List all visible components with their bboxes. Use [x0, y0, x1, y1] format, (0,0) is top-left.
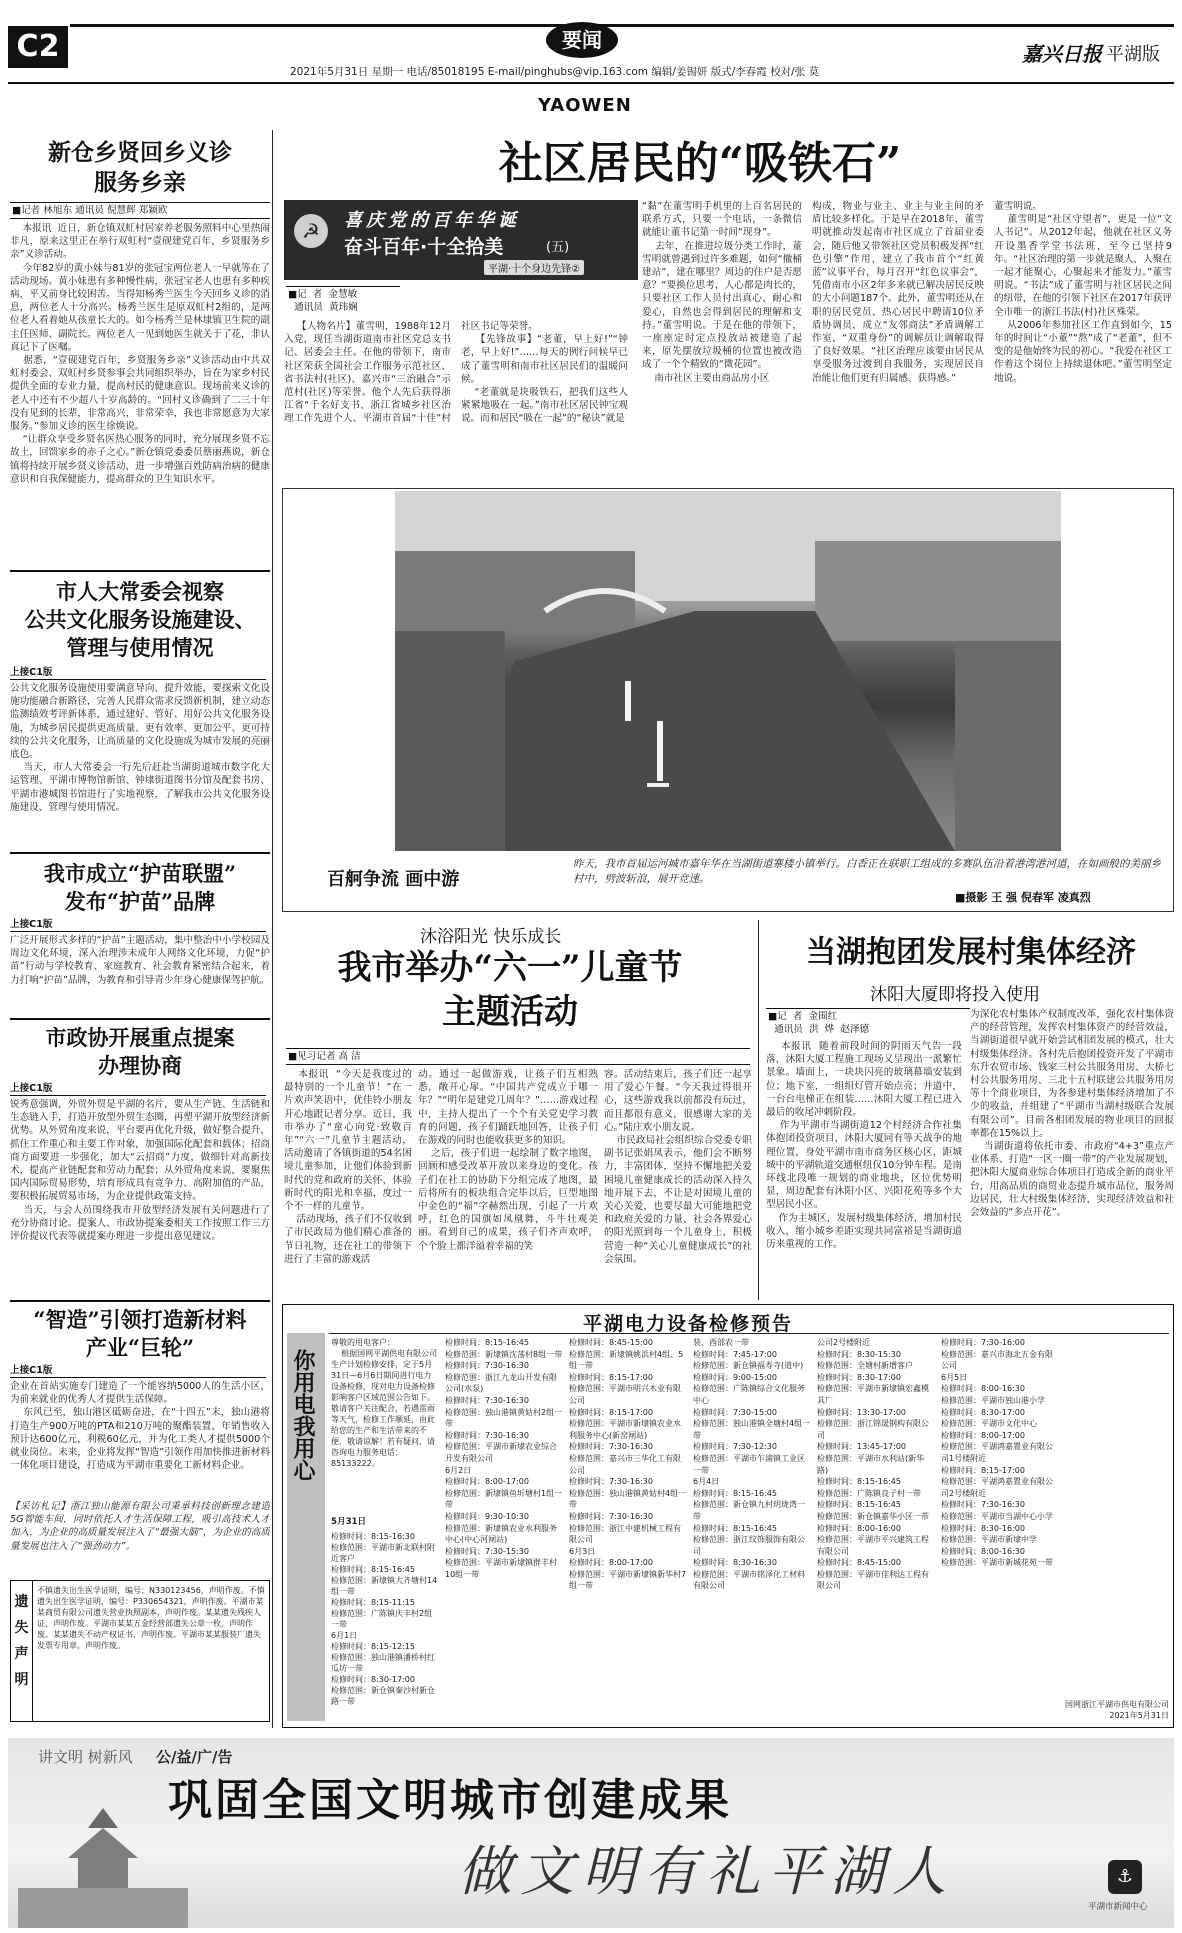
article-body: 【人物名片】董雪明，1988年12月入党，现任当湖街道南市社区党总支书记、居委会主任。在他的带领下，南市社区荣获全国社会工作服务示范社区、省书法村(社区)、嘉兴市“三治融合”示范村(社区)等荣誉。他个人先后获得浙江省“千名好支书、浙江省城乡社区治理工作先进个人、平湖市首届“十佳”村社区书记等荣誉。 【先锋故事】“老董，早上好!”“钟老，早上好!”……每天的例行问候早已成了董雪明和南市社区居民们的温暖问候。 “老董就是块吸铁石，把我们这些人紧紧地吸在一起。”南市社区居民钟宝观说。而和居民“吸在一起”的“秘诀”就是: [284, 321, 628, 425]
photo-frame: [282, 488, 1174, 912]
article-body: 广泛开展形式多样的“护苗”主题活动，集中整治中小学校园及周边文化环境，深入治理涉未成年人网络文化环境，力促“护苗”行动与学校教育、家庭教育、社会教育紧密结合起来，着力打响“护苗”品牌，为教育和引导青少年身心健康保驾护航。: [10, 935, 270, 986]
article-divider: [10, 570, 270, 572]
article-byline: ■见习记者 高 洁: [286, 1048, 750, 1065]
column-divider: [758, 920, 759, 1300]
collective-title: 当湖抱团发展村集体经济: [806, 935, 1136, 970]
lost-notice-body: 不慎遗失出生医学证明，编号：N330123456，声明作废。不慎遗失出生医学证明，编号：P330654321，声明作废。平湖市某某商贸有限公司遗失营业执照副本，声明作废。某某遗失残疾人证，声明作废。平湖市某某五金经营部遗失公章一枚，声明作废。某某遗失不动产权证书，声明作废。平湖市某某服装厂遗失发票专用章，声明作废。: [37, 1586, 265, 1650]
continued-tag: 上接C1版: [10, 1364, 266, 1378]
photo-title: 百舸争流 画中游: [327, 869, 460, 890]
banner-label: 讲文明 树新风: [38, 1748, 133, 1766]
article-body: 构成，物业与业主、业主与业主间的矛盾比较多样化。于是早在2018年，董雪明就推动发起南市社区成立了首届业委会，随后他又带领社区党员积极发挥“红色引擎”作用，建立了我市首个“红黄蓝”议事平台，每月召开“红色议事会”，凭借南市小区2年多来就已解决居民反映的大小问题187个。此外，董雪明还从在职的居民党员、热心居民中聘请10位矛盾协调员，成立“友邻商法”矛盾调解工作室，“双重身份”的调解员让调解取得了良好效果。“社区治理应该要由居民从享受服务过渡到自我服务，实现居民自治能让他们更有归属感、获得感。”: [812, 201, 984, 384]
article-divider: [10, 1300, 270, 1302]
title-line: 市政协开展重点提案: [45, 1025, 235, 1050]
title-line: 服务乡亲: [94, 169, 186, 196]
article-byline: ■记者 林旭东 通讯员 倪慧辉 郑颖欧: [10, 202, 270, 219]
article-title: [10, 860, 270, 916]
power-intro: 尊敬的用电客户： 根据国网平湖供电有限公司生产计划检修安排，定于5月31日—6月6日期间进行电力设备检修，现对电力设备检修影响客户区域范围公告如下。敬请客户关注配合，若遇雷雨等天气，检修工作顺延，由此给您的生产和生活带来的不便，敬请谅解！若有疑问，请咨询电力服务电话：85133222。: [331, 1338, 438, 1468]
power-signoff: 国网浙江平湖市供电有限公司 2021年5月31日: [1065, 1700, 1169, 1720]
power-notice-box: [282, 1304, 1174, 1728]
title-line: 公共文化服务设施建设、: [24, 607, 256, 632]
article-title: [10, 138, 270, 198]
title-line: 产业“巨轮”: [85, 1335, 195, 1360]
canal-rowing-photo: [395, 491, 1061, 851]
article-body: 董雪明说。 董雪明是“社区守望者”，更是一位“文人书记”。从2012年起，他就在社区义务开设墨香学堂书法班，至今已坚持9年。“社区治理的第一步就是聚人，人聚在一起才能聚心，心聚起来才能发力。”董雪明说。“书法”成了董雪明与社区居民之间的纽带，在他的引领下社区在2017年获评全市唯一的浙江书法(村)社区殊荣。 从2006年参加社区工作直到如今，15年的时间让“小董”“熬”成了“老董”，但不变的是他始终为民的初心。“我爱在社区工作着这个岗位上持续退休吧。”董雪明坚定地说。: [994, 201, 1172, 384]
header-rule: [8, 82, 1174, 84]
banner-label-bold: 公/益/广/告: [156, 1748, 233, 1766]
header-info-line: 2021年5月31日 星期一 电话/85018195 E-mail/pinghubs@vip.163.com 编辑/姜锡妍 版式/李春霞 校对/张 莫: [290, 66, 819, 78]
photo-caption: 昨天，我市首届运河城市嘉年华在当湖街道寨楼小镇举行。白香正在联职工组成的多赛队伍沿着港湾港河道，在如画般的美丽乡村中，劈波斩浪，展开竞速。: [573, 858, 1161, 885]
kids-title: [290, 946, 730, 1034]
title-line: 主题活动: [442, 992, 578, 1032]
public-service-banner: [8, 1738, 1174, 1928]
canal-scene-illustration: [395, 491, 1061, 851]
power-column: 检修时间：8:15-16:45 检修范围：新埭镇沈荡村8组一带 检修时间：7:30-16:30 检修范围：浙江九龙山开发有限公司(水泵) 检修时间：7:30-16:30 检修范围：独山港镇黄姑村2组一带 检修时间：7:30-16:30 检修范围：平湖市新埭农业综合开发有限公司 6月2日 检修时间：8:00-17:00 检修范围：新埭镇鱼圻塘村1组一带 检修时间：9:30-10:30 检修范围：新埭镇农业水利服务中心(中心河闸站) 检修时间：7:30-15:30 检修范围：平湖市新埭镇群丰村10组一带: [445, 1338, 563, 1579]
lost-notice-box: [10, 1580, 270, 1722]
party-emblem-icon: ☭: [294, 214, 328, 248]
article-body: 公共文化服务设施使用要满意导向、提升效能，要探索文化设施功能融合新路径，完善人民群众需求反馈新机制，建立动态监测绩效考评新体系，通过建好、管好、用好公共文化服务设施，为城乡居民提供更高质量、更有效率、更加公平、更可持续的公共文化服务，让高质量的文化设施成为城市发展的亮丽底色。 当天，市人大常委会一行先后赶赴当湖街道城市数字化大运管理、平湖市博物馆新馆、钟埭街道图书分馆及配套书房、平湖市港城图书馆进行了实地视察，了解我市公共文化服务设施建设、管理与使用情况。: [10, 683, 270, 813]
title-line: 发布“护苗”品牌: [64, 889, 216, 914]
article-body: 为深化农村集体产权制度改革，强化农村集体资产的经营管理，发挥农村集体资产的经营效益，当湖街道很早就开始尝试相团发展的模式，壮大村级集体经济。各村先后抱团投资开发了平湖市东升农贸市场、钱家三村公共服务用房、大桥七村公共服务用房、三北十五村联建公共服务用房等十个商业项目，为各参建村集体经济增加了不少的收益，并组建了“平湖市当湖村级联合发展有限公司”。目前各相团发展的物业项目的回报率都在15%以上。 当湖街道将依托市委、市政府“4+3”重点产业体系、打造“一区一圈一带”的产业发展规划，把沐阳大厦商业综合体项目打造成全新的商业平台，用高品质的商贸业态提升城市品位，服务周边居民，壮大村级集体经济，实现经济效益和社会效益的“多点开花”。: [970, 1009, 1174, 1219]
series-top: 喜庆党的百年华诞: [344, 210, 520, 231]
banner-footer: 平湖市新闻中心: [1088, 1902, 1148, 1912]
photo-credit: ■摄影 王 强 倪春军 凌真烈: [955, 891, 1091, 904]
collective-subtitle: 沐阳大厦即将投入使用: [870, 985, 1040, 1005]
left-column-divider: [272, 130, 273, 1728]
article-body: 本报讯 近日，新仓镇双虹村居家养老服务照料中心里热闹非凡，原来这里正在举行双虹村“壹砚建党百年，乡贤服务乡亲”义诊活动。 今年82岁的黄小妹与81岁的张冠宝两位老人一早就等在了活动现场。黄小妹患有多种慢性病，张冠宝老人也患有多种疾病，平又前身比较困苦。当得知杨秀兰医生今天回乡义诊的消息，两位老人十分高兴。杨秀兰医生是原双虹村2组的，是两位老人看着她从孩童长大的。如今杨秀兰是林埭镇卫生院的副主任医师、副院长。两位老人一见到她医生就关于了花，非认真记下了医嘱。 据悉，“壹砚建党百年，乡贤服务乡亲”义诊活动由中共双虹村委会、双虹村乡贤参事会共同组织举办，旨在为家乡村民提供全面的专业力量，提高村民的健康意识。现场前来义诊的老人中还有不少超八十岁高龄的。“回村义诊确到了二三十年没有见到的长辈，非常高兴，非常荣幸，我也非常愿意为大家服务。”参加义诊的医生徐焕说。 “让群众享受乡贤名医热心服务的同时，充分展现乡贤不忘故土，回馈家乡的赤子之心。”新仓镇党委委员蔡丽燕说，新仓镇将持续开展乡贤义诊活动，进一步增强百姓防病治病的健康意识和自我保健能力，提高群众的卫生知识水平。: [10, 223, 270, 485]
title-line: 我市举办“六一”儿童节: [337, 948, 683, 988]
header-top-rule: [70, 24, 1174, 27]
series-sub: 平湖·十个身边先锋②: [484, 260, 584, 275]
power-column: 检修时间：8:15-16:30 检修范围：平湖市新北联村附近客户 检修时间：8:15-16:45 检修范围：新埭镇大齐塘村14组一带 检修时间：8:15-11:15 检修范围：广陈镇庆丰村2组一带 6月1日 检修时间：8:15-12:15 检修范围：独山港镇潘桥村红瓜坊一带 检修时间：8:30-17:00 检修范围：新仓镇秦沙村新仓路一带: [331, 1532, 438, 1706]
series-main: 奋斗百年·十全拾美: [344, 236, 504, 258]
title-line: 新仓乡贤回乡义诊: [48, 139, 232, 166]
power-column: 检修时间：7:30-16:00 检修范围：嘉兴市海北五金有限公司 6月5日 检修时间：8:00-16:30 检修范围：平湖市独山港小学 检修时间：8:30-17:00 检修范围：平湖市文化中心 检修时间：8:00-17:00 检修范围：平湖鸿嘉置业有限公司1号楼附近 检修时间：8:15-17:00 检修范围：平湖鸿嘉置业有限公司2号楼附近 检修时间：7:30-16:30 检修范围：平湖市当湖中心小学 检修时间：8:30-16:00 检修范围：平湖市新埭中学 检修时间：8:00-16:30 检修范围：平湖市新城花苑一带: [941, 1338, 1053, 1568]
article-title: [10, 1306, 270, 1362]
title-line: 我市成立“护苗联盟”: [43, 861, 237, 886]
banner-main: 巩固全国文明城市创建成果: [168, 1775, 732, 1826]
article-body: “黏”在董雪明手机里的上百名居民的联系方式，只要一个电话，一条微信就能让董书记第一时间“现身”。 去年，在推进垃圾分类工作时，董雪明就曾遇到过许多难题，如何“撤桶建站”，建在哪里？周边的住户是否愿意？“要换位思考，人心都是肉长的，只要社区工作人员付出真心、耐心和爱心，自然也会得到居民的理解和支持。”董雪明说。于是在他的带领下，一座座定时定点投放站被建造了起来，原先摆放垃圾桶的位置也被改造成了一个个精致的“微花园”。 南市社区主要由商品房小区: [642, 201, 802, 384]
label-char: 明: [14, 1672, 29, 1688]
title-line: 办理协商: [98, 1053, 182, 1078]
series-banner: [284, 200, 638, 280]
section-en: YAOWEN: [538, 95, 632, 116]
label-char: 失: [14, 1620, 29, 1636]
power-side-panel: [287, 1333, 325, 1721]
article-body: 本报讯 随着前段时间的阴雨天气告一段落，沐阳大厦工程施工现场又呈现出一派繁忙景象。墙面上，一块块闪亮的玻璃幕墙安装到位；地下室，一组组灯管开始点亮；井道中，一台台电梯正在组装……沐阳大厦工程已进入最后的收尾冲刺阶段。 作为平湖市当湖街道12个村经济合作社集体抱团投资项目，沐阳大厦同有等天战争的地理位置，身处平湖市南市商务区核心区，距城城中的平湖轨道交通枢纽仅10分钟车程。是南环线北段唯一规划的商业地块，区位优势明显，周边配套有沐阳小区、兴阳花苑等多个大型居民小区。 作为主城区，发展村级集体经济，增加村民收入，缩小城乡差距实现共同富裕是当湖街道历来重视的工作。: [766, 1041, 962, 1251]
series-num: (五): [546, 240, 570, 255]
article-byline: ■记 者 金慧敏 通讯员 黄玮娴: [286, 286, 400, 315]
title-line: “智造”引领打造新材料: [33, 1307, 247, 1332]
banner-script: 做文明有礼平湖人: [458, 1840, 954, 1903]
power-column: 公司2号楼附近 检修时间：8:30-15:30 检修范围：全塘村新增客户 检修时间：8:30-17:00 检修范围：平湖市新埭镇宏鑫模具厂 检修时间：13:30-17:00 检修范围：浙江锦晟钢构有限公司 检修时间：13:45-17:00 检修范围：平湖市水利站(新华路) 检修时间：8:15-16:45 检修范围：广陈镇良子村一带 检修时间：8:15-16:45 检修范围：新仓镇嘉华小区一带 检修时间：8:00-16:00 检修范围：平湖市平兴建筑工程有限公司 检修时间：8:45-15:00 检修范围：平湖市佳利达工程有限公司: [817, 1338, 929, 1591]
paper-name: 嘉兴日报: [1022, 42, 1102, 66]
lost-notice-label: [11, 1581, 33, 1721]
main-headline: 社区居民的“吸铁石”: [498, 138, 902, 189]
power-title-rule: [329, 1333, 1169, 1334]
title-line: 管理与使用情况: [66, 635, 214, 660]
article-byline: ■记 者 金围红 通讯员 洪 烨 赵泽德: [766, 1008, 970, 1037]
power-column: 检修时间：8:45-15:00 检修范围：新埭镇姚浜村4组、5组一带 检修时间：8:15-17:00 检修范围：平湖市明兴木业有限公司 检修时间：8:15-17:00 检修范围：平湖市新埭镇农业水利服务中心(新窑闸站) 检修时间：7:30-16:30 检修范围：嘉兴市三华化工有限公司 检修时间：7:30-16:30 检修范围：独山港镇黄姑村4组一带 检修时间：7:30-16:30 检修范围：浙江中建机械工程有限公司 6月3日 检修时间：8:00-17:00 检修范围：平湖市新埭镇新华村7组一带: [569, 1338, 687, 1591]
article-divider: [10, 852, 270, 854]
power-title: 平湖电力设备检修预告: [583, 1313, 794, 1335]
label-char: 遗: [14, 1594, 29, 1610]
article-body: 容。活动结束后，孩子们还一起享用了爱心午餐。“今天我过得很开心，这些游戏我以前都没有玩过，而且都很有意义，很感谢大家的关心。”陆庄欢小朋友说。 市民政局社会组织综合党委专职副书记张娟凤表示，他们会不断努力，丰富团体，坚持不懈地把关爱困境儿童健康成长的活动深入持久地开展下去，不让是对困境儿童的关心关爱，也要尽最大可能地把党和政府关爱的力量、社会各界爱心的阳光照到每一个儿童身上，积极营造一种“关心儿童健康成长”的社会氛围。: [604, 1069, 752, 1265]
continued-tag: 上接C1版: [10, 666, 266, 680]
article-title: [10, 1024, 270, 1080]
article-body: 本报讯 “今天是我度过的最特别的一个儿童节！”在一片欢声笑语中，优佳铃小朋友开心地跟记者分享。近日，我市举办了“童心向党·致敬百年”“六一”儿童节主题活动，活动邀请了各镇街道的54名困境儿童参加，让他们体验到新时代的党和政府的关怀，体验新时代的阳光和幸福，度过一个不一样的儿童节。 活动现场，孩子们不仅收到了市民政局为他们精心准备的节日礼物，还在社工的带领下进行了丰富的游戏活: [284, 1069, 412, 1265]
kids-kicker: 沐浴阳光 快乐成长: [420, 927, 562, 947]
section-seal: 要闻: [546, 22, 618, 58]
continued-tag: 上接C1版: [10, 1082, 266, 1096]
page-code: C2: [8, 26, 68, 68]
article-title: [10, 578, 270, 662]
power-date: 5月31日: [331, 1517, 367, 1527]
banner-logo-icon: ⚓: [1108, 1860, 1142, 1894]
article-divider: [10, 1018, 270, 1020]
pagoda-silhouette: [18, 1788, 188, 1928]
power-column: 装、西部农一带 检修时间：7:45-17:00 检修范围：新仓镇福寿寺(道中) 检修时间：9:00-15:00 检修范围：广陈镇综合文化服务中心 检修时间：7:30-15:00 检修范围：独山港镇全塘村4组一带 检修时间：7:30-12:30 检修范围：平湖市乍浦镇工业区一带 6月4日 检修时间：8:15-16:45 检修范围：新仓镇九村玥珑湾一带 检修时间：8:15-16:45 检修范围：浙江纹饰服饰有限公司 检修时间：8:30-16:30 检修范围：平湖市铭泽化工材料有限公司: [693, 1338, 811, 1591]
power-side-label: 你用电我用心: [290, 1349, 316, 1481]
article-body: 动。通过一起做游戏，让孩子们互相熟悉，敞开心扉。“中国共产党成立于哪一年？”“明年是建党几周年？”……游戏过程中，主持人提出了一个个有关党史学习教育的问题，孩子们踊跃地回答，让孩子们在游戏的同时也能收获更多的知识。 之后，孩子们进一起绘制了数字地图，回顾和感受改革开放以来身边的变化。孩子们在社工的协助下分组完成了地图，最后将所有的板块组合完毕以后，巨型地图中金色的“福”字赫然出现，引起了一片欢呼，红色的国旗如凤凰舞，斗牛壮观美丽。看到自己的成果，孩子们齐声欢呼，个个脸上都洋溢着幸福的笑: [418, 1069, 598, 1252]
article-body: 企业在首站实施专门建造了一个能容纳5000人的生活小区，为前来就业的优秀人才提供生活保障。 东风已至，独山港区砥砺奋进，在“十四五”末，独山港将打造生产900万吨的PTA和210万吨的聚酯装置，年销售收入预计达600亿元，利税60亿元，并为化工类人才提供5000个就业岗位。未来，企业将发挥“智造”引领作用加快推进新材料一体化项目建设，打造成为平湖市重要化工新材料企业。: [10, 1381, 270, 1472]
edition-label: 平湖版: [1106, 44, 1160, 65]
continued-tag: 上接C1版: [10, 918, 266, 932]
editor-note: 【采访札记】浙江独山能源有限公司秉承科技创新理念建造5G智能车间，同时依托人才生活保障工程，吸引高技术人才加入，为企业的高质量发展注入了“最强大脑”，为企业的高质量发展也注入了“强劲动力”。: [10, 1501, 270, 1552]
title-line: 市人大常委会视察: [56, 579, 224, 604]
label-char: 声: [14, 1646, 29, 1662]
article-body: 锐秀意强调，外贸外贸是平湖的名片，要从生产链、生活链和生态链入手，打造开放型外贸生态圈，再塑平湖开放型经济新优势。从外贸角度来说，平台要再优化升级，做好整合提升，抓住工作重心和主要工作对象，加强国际化配套和载体；招商商方面要进一步强化，加大“云招商”力度，做细针对高新技术，提高产业链配套和劳动力配套；从外贸角度来说，要聚焦国内国际贸易形势，培育形成具有竞争力、高附加值的产品，要积极拓展贸易市场，为企业提供政策支持。 当天，与会人员围绕我市开放型经济发展有关问题进行了充分协商讨论。提案人、市政协提案委相关工作按照工作三方评价提议代表等就提案办理进一步提出意见建议。: [10, 1099, 270, 1243]
